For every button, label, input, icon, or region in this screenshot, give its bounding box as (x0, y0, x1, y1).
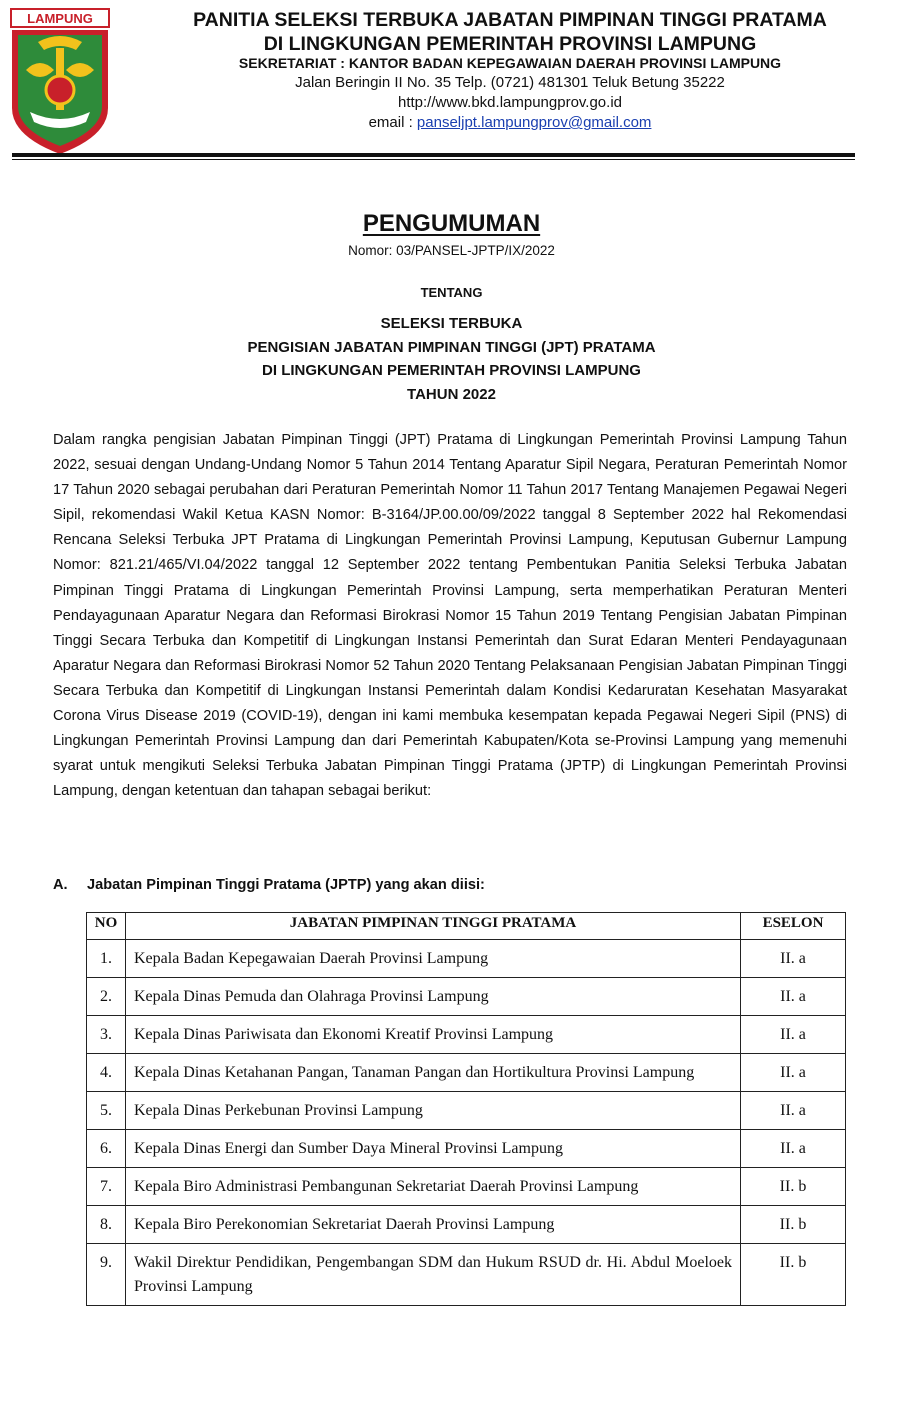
email-label: email : (368, 114, 417, 131)
subject-line-2: PENGISIAN JABATAN PIMPINAN TINGGI (JPT) PRATAMA (247, 339, 656, 356)
position-name: Kepala Dinas Pemuda dan Olahraga Provinsi Lampung (126, 978, 741, 1016)
subject-line-1: SELEKSI TERBUKA (380, 315, 523, 332)
eselon-value: II. a (741, 1092, 846, 1130)
eselon-value: II. a (741, 978, 846, 1016)
eselon-value: II. b (741, 1206, 846, 1244)
eselon-value: II. b (741, 1244, 846, 1306)
position-name: Kepala Biro Perekonomian Sekretariat Daerah Provinsi Lampung (126, 1206, 741, 1244)
table-row (87, 978, 846, 1016)
position-name: Kepala Dinas Pariwisata dan Ekonomi Kreatif Provinsi Lampung (126, 1016, 741, 1054)
row-number: 6. (87, 1130, 126, 1168)
province-logo (10, 8, 110, 156)
subject-line-3: DI LINGKUNGAN PEMERINTAH PROVINSI LAMPUNG (262, 362, 641, 379)
eselon-value: II. a (741, 940, 846, 978)
email-link[interactable]: panseljpt.lampungprov@gmail.com (416, 114, 652, 131)
row-number: 9. (87, 1244, 126, 1306)
table-row (87, 1168, 846, 1206)
row-number: 4. (87, 1054, 126, 1092)
position-name: Kepala Dinas Perkebunan Provinsi Lampung (126, 1092, 741, 1130)
table-row (87, 1206, 846, 1244)
section-title: Jabatan Pimpinan Tinggi Pratama (JPTP) yang akan diisi: (87, 877, 485, 893)
header-email-line (130, 113, 890, 132)
tentang-label: TENTANG (420, 285, 483, 300)
header-line-1: PANITIA SELEKSI TERBUKA JABATAN PIMPINAN TINGGI PRATAMA (193, 9, 827, 31)
header-address: Jalan Beringin II No. 35 Telp. (0721) 481301 Teluk Betung 35222 (295, 74, 725, 91)
table-row (87, 1244, 846, 1306)
positions-table (86, 912, 846, 1306)
table-row (87, 940, 846, 978)
row-number: 2. (87, 978, 126, 1016)
eselon-value: II. b (741, 1168, 846, 1206)
eselon-value: II. a (741, 1054, 846, 1092)
intro-paragraph: Dalam rangka pengisian Jabatan Pimpinan Tinggi (JPT) Pratama di Lingkungan Pemerintah Provinsi Lampung Tahun 2022, sesuai dengan Undang-Undang Nomor 5 Tahun 2014 Tentang Aparatur Sipil Negara, Peraturan Pemerintah Nomor 17 Tahun 2020 sebagai perubahan dari Peraturan Pemerintah Nomor 11 Tahun 2017 Tentang Manajemen Pegawai Negeri Sipil, rekomendasi Wakil Ketua KASN Nomor: B-3164/JP.00.00/09/2022 tanggal 8 September 2022 hal Rekomendasi Rencana Seleksi Terbuka JPT Pratama di Lingkungan Pemerintah Provinsi Lampung, Keputusan Gubernur Lampung Nomor: 821.21/465/VI.04/2022 tanggal 12 September 2022 tentang Pembentukan Panitia Seleksi Terbuka Jabatan Pimpinan Tinggi Pratama di Lingkungan Pemerintah Provinsi Lampung, serta memperhatikan Peraturan Menteri Pendayagunaan Aparatur Negara dan Reformasi Birokrasi Nomor 15 Tahun 2019 Tentang Pengisian Jabatan Pimpinan Tinggi Secara Terbuka dan Kompetitif di Lingkungan Instansi Pemerintah dan Surat Edaran Menteri Pendayagunaan Aparatur Negara dan Reformasi Birokrasi Nomor 52 Tahun 2020 Tentang Pelaksanaan Pengisian Jabatan Pimpinan Tinggi Secara Terbuka dan Kompetitif di Lingkungan Instansi Pemerintah dalam Kondisi Kedaruratan Kesehatan Masyarakat Corona Virus Disease 2019 (COVID-19), dengan ini kami membuka kesempatan kepada Pegawai Negeri Sipil (PNS) di Lingkungan Pemerintah Provinsi Lampung dan dari Pemerintah Kabupaten/Kota se-Provinsi Lampung yang memenuhi syarat untuk mengikuti Seleksi Terbuka Jabatan Pimpinan Tinggi Pratama (JPTP) di Lingkungan Pemerintah Provinsi Lampung, dengan ketentuan dan tahapan sebagai berikut: (53, 432, 847, 800)
row-number: 7. (87, 1168, 126, 1206)
position-name: Kepala Dinas Ketahanan Pangan, Tanaman Pangan dan Hortikultura Provinsi Lampung (126, 1054, 741, 1092)
table-header-row (87, 913, 846, 940)
eselon-value: II. a (741, 1016, 846, 1054)
row-number: 8. (87, 1206, 126, 1244)
table-row (87, 1054, 846, 1092)
logo-label: LAMPUNG (27, 11, 93, 26)
position-name: Kepala Badan Kepegawaian Daerah Provinsi Lampung (126, 940, 741, 978)
header-eselon: ESELON (741, 913, 846, 940)
table-row (87, 1016, 846, 1054)
position-name: Kepala Biro Administrasi Pembangunan Sekretariat Daerah Provinsi Lampung (126, 1168, 741, 1206)
header-line-2: DI LINGKUNGAN PEMERINTAH PROVINSI LAMPUNG (263, 33, 757, 55)
eselon-value: II. a (741, 1130, 846, 1168)
header-website: http://www.bkd.lampungprov.go.id (397, 94, 622, 111)
row-number: 1. (87, 940, 126, 978)
header-no: NO (87, 913, 126, 940)
document-title: PENGUMUMAN (362, 210, 541, 237)
row-number: 3. (87, 1016, 126, 1054)
header-secretariat: SEKRETARIAT : KANTOR BADAN KEPEGAWAIAN DAERAH PROVINSI LAMPUNG (238, 55, 782, 71)
table-row (87, 1130, 846, 1168)
section-a-heading (53, 877, 485, 893)
section-label: A. (53, 877, 68, 893)
position-name: Wakil Direktur Pendidikan, Pengembangan SDM dan Hukum RSUD dr. Hi. Abdul Moeloek Provinsi Lampung (126, 1244, 741, 1306)
subject-line-4: TAHUN 2022 (407, 386, 496, 403)
table-row (87, 1092, 846, 1130)
header-position: JABATAN PIMPINAN TINGGI PRATAMA (126, 913, 741, 940)
document-number: Nomor: 03/PANSEL-JPTP/IX/2022 (348, 243, 555, 258)
row-number: 5. (87, 1092, 126, 1130)
position-name: Kepala Dinas Energi dan Sumber Daya Mineral Provinsi Lampung (126, 1130, 741, 1168)
header-divider-thick (12, 153, 855, 157)
header-divider-thin (12, 159, 855, 160)
